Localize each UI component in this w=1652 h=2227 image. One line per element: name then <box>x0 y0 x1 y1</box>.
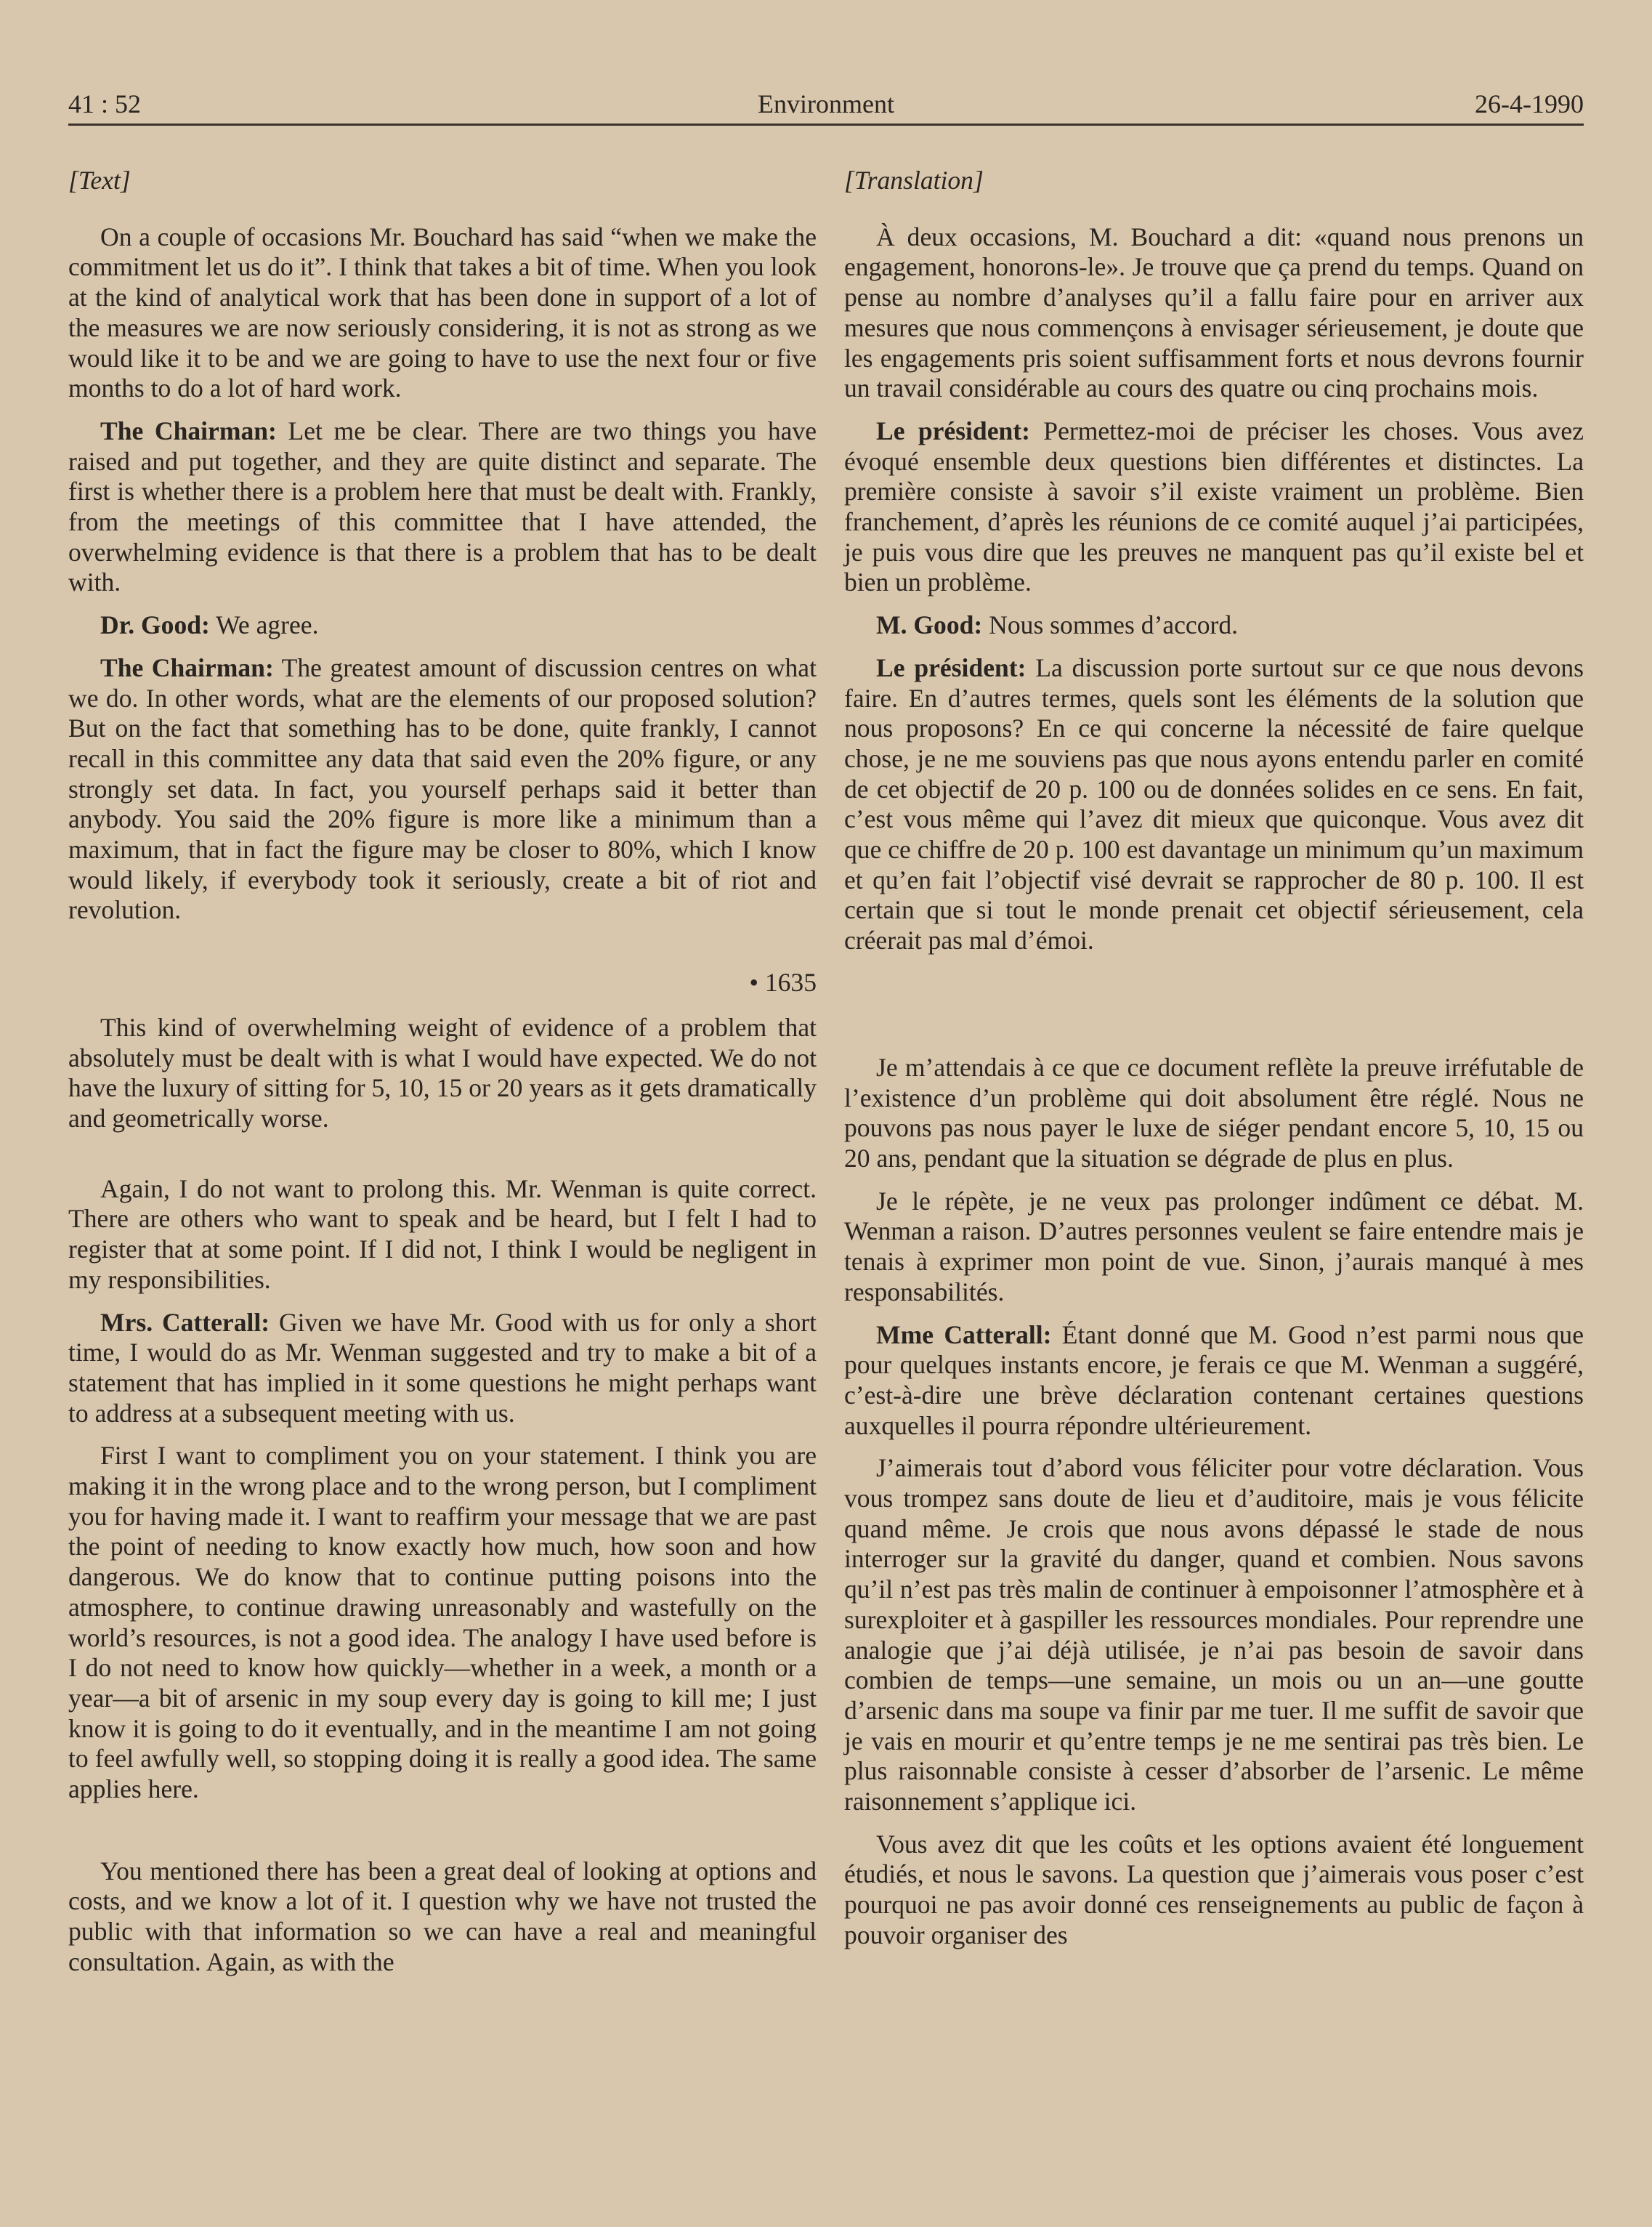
speech-text: Étant donné que M. Good n’est parmi nous que pour quelques instants encore, je ferais ce que M. Wenman a suggéré, c’est-à-dire une brève déclaration contenant certaines questions auxquelles il pourra répondre ultérieurement. <box>844 1319 1584 1440</box>
speaker-name: Dr. Good: <box>100 610 210 640</box>
speech-text: Let me be clear. There are two things you have raised and put together, and they are quite distinct and separate. The first is whether there is a problem here that must be dealt with. Frankly, from the meetings of this committee that I have attended, the overwhelming evidence is that there is a problem that has to be dealt with. <box>68 416 817 597</box>
french-column <box>844 166 1584 1963</box>
time-marker: • 1635 <box>749 968 817 998</box>
speaker-name: Le président: <box>876 416 1030 445</box>
speaker-name: M. Good: <box>876 610 983 640</box>
speaker-name: The Chairman: <box>100 652 274 682</box>
paragraph: Je m’attendais à ce que ce document reflète la preuve irréfutable de l’existence d’un problème qui doit absolument être réglé. Nous ne pouvons pas nous payer le luxe de siéger pendant encore 5, 10, 15 ou 20 ans, pendant que la situation se dégrade de plus en plus. <box>844 1052 1584 1173</box>
paragraph: À deux occasions, M. Bouchard a dit: «quand nous prenons un engagement, honorons-le». Je trouve que ça prend du temps. Quand on pense au nombre d’analyses qu’il a fallu faire pour en arriver aux mesures que nous commençons à envisager sérieusement, je doute que les engagements pris soient suffisamment forts et nous devrons fournir un travail considérable au cours des quatre ou cinq prochains mois. <box>844 222 1584 403</box>
paragraph <box>68 1308 817 1429</box>
paragraph <box>68 610 817 641</box>
paragraph: Vous avez dit que les coûts et les options avaient été longuement étudiés, et nous le savons. La question que j’aimerais vous poser c’est pourquoi ne pas avoir donné ces renseignements au public de façon à pouvoir organiser des <box>844 1829 1584 1949</box>
speech-text: The greatest amount of discussion centres on what we do. In other words, what are the elements of our proposed solution? But on the fact that something has to be done, quite frankly, I cannot recall in this committee any data that said even the 20% figure, or any strongly set data. In fact, you yourself perhaps said it better than anybody. You said the 20% figure is more like a minimum than a maximum, that in fact the figure may be closer to 80%, which I know would likely, if everybody took it seriously, create a bit of riot and revolution. <box>68 652 817 925</box>
speaker-name: The Chairman: <box>100 416 277 445</box>
speech-text: Given we have Mr. Good with us for only a short time, I would do as Mr. Wenman suggested and try to make a bit of a statement that has implied in it some questions he might perhaps want to address at a subsequent meeting with us. <box>68 1307 817 1428</box>
speech-text: We agree. <box>216 610 319 640</box>
paragraph: You mentioned there has been a great deal of looking at options and costs, and we know a lot of it. I question why we have not trusted the public with that information so we can have a real and meaningful consultation. Again, as with the <box>68 1856 817 1976</box>
paragraph: This kind of overwhelming weight of evidence of a problem that absolutely must be dealt with is what I would have expected. We do not have the luxury of sitting for 5, 10, 15 or 20 years as it gets dramatically and geometrically worse. <box>68 1012 817 1133</box>
paragraph: On a couple of occasions Mr. Bouchard has said “when we make the commitment let us do it”. I think that takes a bit of time. When you look at the kind of analytical work that has been done in support of a lot of the measures we are now seriously considering, it is not as strong as we would like it to be and we are going to have to use the next four or five months to do a lot of hard work. <box>68 222 817 403</box>
paragraph: Again, I do not want to prolong this. Mr. Wenman is quite correct. There are others who want to speak and be heard, but I felt I had to register that at some point. If I did not, I think I would be negligent in my responsibilities. <box>68 1173 817 1294</box>
speech-text: Permettez-moi de préciser les choses. Vous avez évoqué ensemble deux questions bien différentes et distinctes. La première consiste à savoir s’il existe vraiment un problème. Bien franchement, d’après les réunions de ce comité auquel j’ai participées, je puis vous dire que les preuves ne manquent pas qu’il existe bel et bien un problème. <box>844 416 1584 597</box>
header-date: 26-4-1990 <box>1475 89 1584 118</box>
page-number: 41 : 52 <box>68 89 142 118</box>
speaker-name: Mrs. Catterall: <box>100 1307 270 1337</box>
paragraph: Je le répète, je ne veux pas prolonger indûment ce débat. M. Wenman a raison. D’autres personnes veulent se faire entendre mais je tenais à exprimer mon point de vue. Sinon, j’aurais manqué à mes responsabilités. <box>844 1186 1584 1306</box>
paragraph: First I want to compliment you on your statement. I think you are making it in the wrong place and to the wrong person, but I compliment you for having made it. I want to reaffirm your message that we are past the point of needing to know exactly how much, how soon and how dangerous. We do know that to continue putting poisons into the atmosphere, to continue drawing unreasonably and wastefully on the world’s resources, is not a good idea. The analogy I have used before is I do not need to know how quickly—whether in a week, a month or a year—a bit of arsenic in my soup every day is going to kill me; I just know it is going to do it eventually, and in the meantime I am not going to feel awfully well, so stopping doing it is really a good idea. The same applies here. <box>68 1441 817 1804</box>
paragraph <box>844 610 1584 641</box>
speech-text: Nous sommes d’accord. <box>989 610 1239 640</box>
page-header <box>68 81 1584 126</box>
paragraph: J’aimerais tout d’abord vous féliciter pour votre déclaration. Vous vous trompez sans doute de lieu et d’auditoire, mais je vous félicite quand même. Je crois que nous avons dépassé le stade de nous interroger sur la gravité du danger, quand et combien. Nous savons qu’il n’est pas très malin de continuer à empoisonner l’atmosphère et à surexploiter et à gaspiller les ressources mondiales. Pour reprendre une analogie que j’ai déjà utilisée, je n’ai pas besoin de savoir dans combien de temps—une semaine, un mois ou un an—une goutte d’arsenic dans ma soupe va finir par me tuer. Il me suffit de savoir que je vais en mourir et qu’entre temps je ne me sentirai pas très bien. Le plus raisonnable consiste à cesser d’absorber de l’arsenic. Le même raisonnement s’applique ici. <box>844 1453 1584 1816</box>
paragraph <box>844 416 1584 598</box>
speaker-name: Le président: <box>876 652 1027 682</box>
english-column <box>68 166 817 1990</box>
paragraph <box>68 653 817 926</box>
paragraph <box>844 653 1584 956</box>
paragraph <box>68 416 817 598</box>
translation-tag: [Translation] <box>844 166 984 195</box>
running-title: Environment <box>758 89 894 118</box>
speaker-name: Mme Catterall: <box>876 1319 1052 1349</box>
speech-text: La discussion porte surtout sur ce que nous devons faire. En d’autres termes, quels sont les éléments de la solution que nous proposons? En ce qui concerne la nécessité de faire quelque chose, je ne me souviens pas que nous ayons entendu parler en comité de cet objectif de 20 p. 100 ou de données solides en ce sens. En fait, c’est vous même qui l’avez dit mieux que quiconque. Vous avez dit que ce chiffre de 20 p. 100 est davantage un minimum qu’un maximum et qu’en fait l’objectif visé devrait se rapprocher de 80 p. 100. Il est certain que si tout le monde prenait cet objectif sérieusement, cela créerait pas mal d’émoi. <box>844 652 1584 955</box>
paragraph <box>844 1320 1584 1442</box>
text-tag: [Text] <box>68 166 131 195</box>
